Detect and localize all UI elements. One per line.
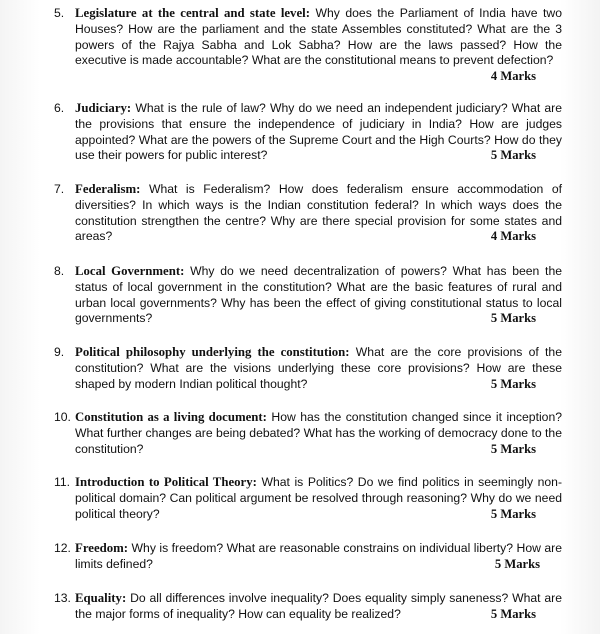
question-number: 13. bbox=[54, 591, 71, 605]
question-marks: 5 Marks bbox=[490, 376, 536, 391]
question-number: 5. bbox=[54, 6, 65, 20]
question-number: 11. bbox=[54, 475, 71, 489]
question-title: Federalism: bbox=[75, 182, 141, 196]
question-title: Political philosophy underlying the constitution: bbox=[75, 345, 350, 359]
question-8 bbox=[54, 264, 562, 327]
question-10 bbox=[54, 410, 562, 457]
question-text: What is the rule of law? Why do we need an independent judiciary? What are the provisions that ensure the independence of judiciary in India? How are judges appointed? What are the powers of the Supreme Court and the High Courts? How do they use their powers for public interest? bbox=[75, 101, 562, 163]
question-12 bbox=[54, 541, 562, 573]
question-number: 8. bbox=[54, 264, 65, 278]
question-7 bbox=[54, 182, 562, 245]
question-marks: 4 Marks bbox=[490, 69, 536, 84]
question-marks: 4 Marks bbox=[490, 229, 536, 244]
question-number: 7. bbox=[54, 182, 65, 196]
question-6 bbox=[54, 101, 562, 164]
question-text: Why is freedom? What are reasonable constrains on individual liberty? How are limits defined? bbox=[75, 541, 562, 571]
question-text: How has the constitution changed since it inception? What further changes are being debated? What has the working of democracy done to the constitution? bbox=[75, 410, 563, 456]
question-5 bbox=[54, 6, 562, 85]
question-marks: 5 Marks bbox=[490, 311, 536, 326]
question-text: What is Politics? Do we find politics in seemingly non-political domain? Can political argument be resolved through reasoning? Why do we need political theory? bbox=[75, 475, 562, 521]
question-number: 12. bbox=[54, 541, 71, 555]
question-9 bbox=[54, 345, 562, 392]
question-title: Legislature at the central and state level: bbox=[75, 6, 310, 20]
question-title: Freedom: bbox=[75, 541, 129, 555]
question-text: What is Federalism? How does federalism ensure accommodation of diversities? In which ways is the Indian constitution federal? In which ways does the constitution strengthen the centre? Why are there special provision for some states and areas? bbox=[75, 182, 562, 244]
question-number: 6. bbox=[54, 101, 65, 115]
question-marks: 5 Marks bbox=[490, 506, 536, 521]
question-text: What are the core provisions of the constitution? What are the visions underlying these core provisions? How are these shaped by modern Indian political thought? bbox=[75, 345, 562, 391]
question-text: Why do we need decentralization of powers? What has been the status of local government in the constitution? What are the basic features of rural and urban local governments? Why has been the effect of giving constitutional status to local governments? bbox=[75, 264, 562, 326]
question-number: 9. bbox=[54, 345, 65, 359]
question-marks: 5 Marks bbox=[494, 556, 540, 571]
question-text: Do all differences involve inequality? Does equality simply saneness? What are the major forms of inequality? How can equality be realized? bbox=[75, 591, 562, 621]
question-13 bbox=[54, 591, 562, 623]
question-title: Equality: bbox=[75, 591, 127, 605]
question-title: Judiciary: bbox=[75, 101, 132, 115]
question-title: Constitution as a living document: bbox=[75, 410, 267, 424]
question-title: Introduction to Political Theory: bbox=[75, 475, 257, 489]
question-marks: 5 Marks bbox=[490, 441, 536, 456]
question-number: 10. bbox=[54, 410, 71, 424]
question-marks: 5 Marks bbox=[490, 148, 536, 163]
question-text: Why does the Parliament of India have two Houses? How are the parliament and the state Assembles constituted? What are the 3 powers of the Rajya Sabha and Lok Sabha? How are the laws passed? How the executive is made accountable? What are the constitutional means to prevent defection? bbox=[75, 6, 563, 68]
question-marks: 5 Marks bbox=[490, 606, 536, 621]
question-title: Local Government: bbox=[75, 264, 185, 278]
question-11 bbox=[54, 475, 562, 522]
